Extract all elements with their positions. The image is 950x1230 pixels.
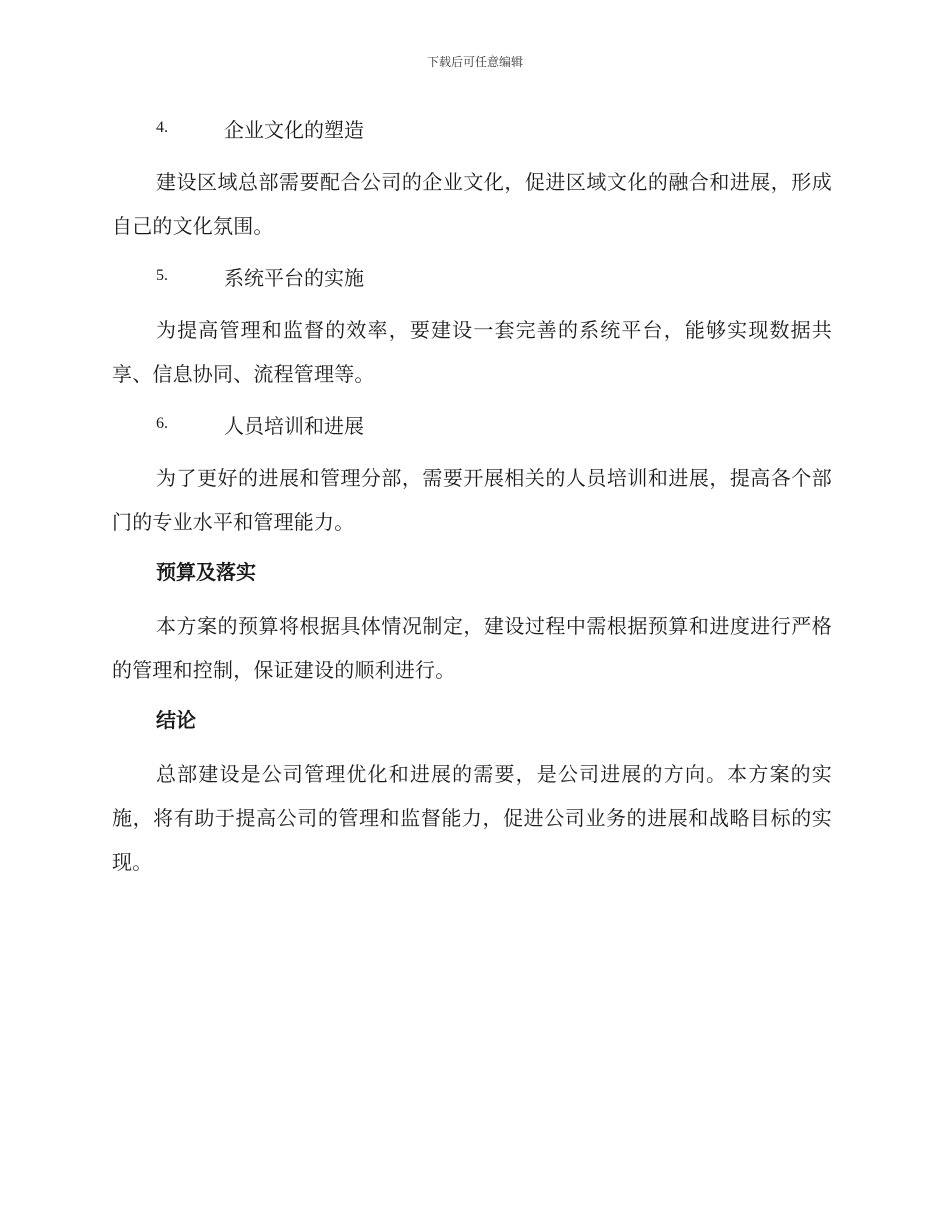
budget-body-block bbox=[112, 604, 832, 692]
section-5-body: 为提高管理和监督的效率，要建设一套完善的系统平台，能够实现数据共享、信息协同、流程管理等。 bbox=[112, 318, 832, 386]
budget-body: 本方案的预算将根据具体情况制定，建设过程中需根据预算和进度进行严格的管理和控制，保证建设的顺利进行。 bbox=[112, 614, 832, 682]
section-6-heading bbox=[112, 404, 832, 444]
section-4-body-block bbox=[112, 160, 832, 248]
section-6-title: 人员培训和进展 bbox=[224, 413, 364, 438]
budget-heading: 预算及落实 bbox=[156, 560, 256, 584]
section-4-heading bbox=[112, 108, 832, 148]
section-4-number: 4. bbox=[156, 119, 168, 136]
header-note: 下载后可任意编辑 bbox=[426, 55, 523, 69]
conclusion-body-block bbox=[112, 752, 832, 884]
section-5-title: 系统平台的实施 bbox=[224, 265, 364, 290]
section-5-body-block bbox=[112, 308, 832, 396]
conclusion-body: 总部建设是公司管理优化和进展的需要，是公司进展的方向。本方案的实施，将有助于提高公司的管理和监督能力，促进公司业务的进展和战略目标的实现。 bbox=[112, 762, 832, 874]
section-4-title: 企业文化的塑造 bbox=[224, 117, 364, 142]
section-5-number: 5. bbox=[156, 267, 168, 284]
section-4-body: 建设区域总部需要配合公司的企业文化，促进区域文化的融合和进展，形成自己的文化氛围。 bbox=[112, 170, 832, 238]
section-6-body: 为了更好的进展和管理分部，需要开展相关的人员培训和进展，提高各个部门的专业水平和管理能力。 bbox=[112, 466, 832, 534]
section-6-number: 6. bbox=[156, 415, 168, 432]
section-6-body-block bbox=[112, 456, 832, 544]
conclusion-heading: 结论 bbox=[156, 708, 196, 732]
section-5-heading bbox=[112, 256, 832, 296]
document-content bbox=[112, 108, 832, 892]
